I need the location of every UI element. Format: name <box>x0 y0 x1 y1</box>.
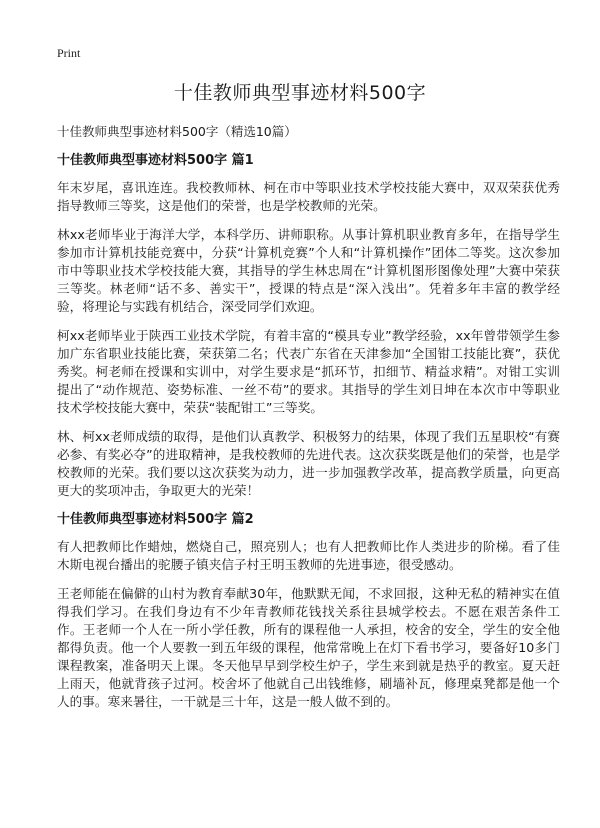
page-title: 十佳教师典型事迹材料500字 <box>173 82 427 104</box>
paragraph: 柯xx老师毕业于陕西工业技术学院，有着丰富的“模具专业”教学经验，xx年曾带领学生参加广东省职业技能比赛，荣获第二名；代表广东省在天津参加“全国钳工技能比赛”，获优秀奖。柯老师在授课和实训中，对学生要求是“抓环节，扣细节、精益求精”。对钳工实训提出了“动作规范、姿势标准、一丝不苟”的要求。其指导的学生刘日坤在本次市中等职业技术学校技能大赛中，荣获“装配钳工”三等奖。 <box>57 328 560 415</box>
paragraph: 有人把教师比作蜡烛，燃烧自己，照亮别人；也有人把教师比作人类进步的阶梯。看了佳木斯电视台播出的驼腰子镇夹信子村王明玉教师的先进事迹，很受感动。 <box>57 539 560 572</box>
section-heading: 十佳教师典型事迹材料500字 篇2 <box>57 512 254 527</box>
article-section-1 <box>57 152 560 500</box>
paragraph: 林、柯xx老师成绩的取得，是他们认真教学、积极努力的结果，体现了我们五星职校“有赛必参、有奖必夺”的进取精神，是我校教师的先进代表。这次获奖既是他们的荣誉，也是学校教师的光荣。我们要以这次获奖为动力，进一步加强教学改革，提高教学质量，向更高更大的奖项冲击，争取更大的光荣！ <box>57 429 560 498</box>
print-link[interactable]: Print <box>57 46 81 60</box>
article-section-2 <box>57 511 560 711</box>
paragraph: 林xx老师毕业于海洋大学，本科学历、讲师职称。从事计算机职业教育多年，在指导学生参加市计算机技能竞赛中，分获“计算机竞赛”个人和“计算机操作”团体二等奖。这次参加市中等职业技术学校技能大赛，其指导的学生林忠周在“计算机图形图像处理”大赛中荣获三等奖。林老师“话不多、善实干”，授课的特点是“深入浅出”。凭着多年丰富的教学经验，将理论与实践有机结合，深受同学们欢迎。 <box>57 227 560 314</box>
section-heading: 十佳教师典型事迹材料500字 篇1 <box>57 153 254 168</box>
paragraph: 王老师能在偏僻的山村为教育奉献30年，他默默无闻，不求回报，这种无私的精神实在值得我们学习。在我们身边有不少年青教师花钱找关系往县城学校去。不愿在艰苦条件工作。王老师一个人在一所小学任教，所有的课程他一人承担，校舍的安全，学生的安全他都得负责。他一个人要教一到五年级的课程，他常常晚上在灯下看书学习，要备好10多门课程教案，准备明天上课。冬天他早早到学校生炉子，学生来到就是热乎的教室。夏天赶上雨天，他就背孩子过河。校舍坏了他就自己出钱维修，刷墙补瓦，修理桌凳都是他一个人的事。寒来暑往，一干就是三十年，这是一般人做不到的。 <box>57 586 560 709</box>
paragraph: 年末岁尾，喜讯连连。我校教师林、柯在市中等职业技术学校技能大赛中，双双荣获优秀指导教师三等奖，这是他们的荣誉，也是学校教师的光荣。 <box>57 180 560 213</box>
article-body <box>57 152 560 722</box>
document-subtitle: 十佳教师典型事迹材料500字（精选10篇） <box>57 124 297 139</box>
